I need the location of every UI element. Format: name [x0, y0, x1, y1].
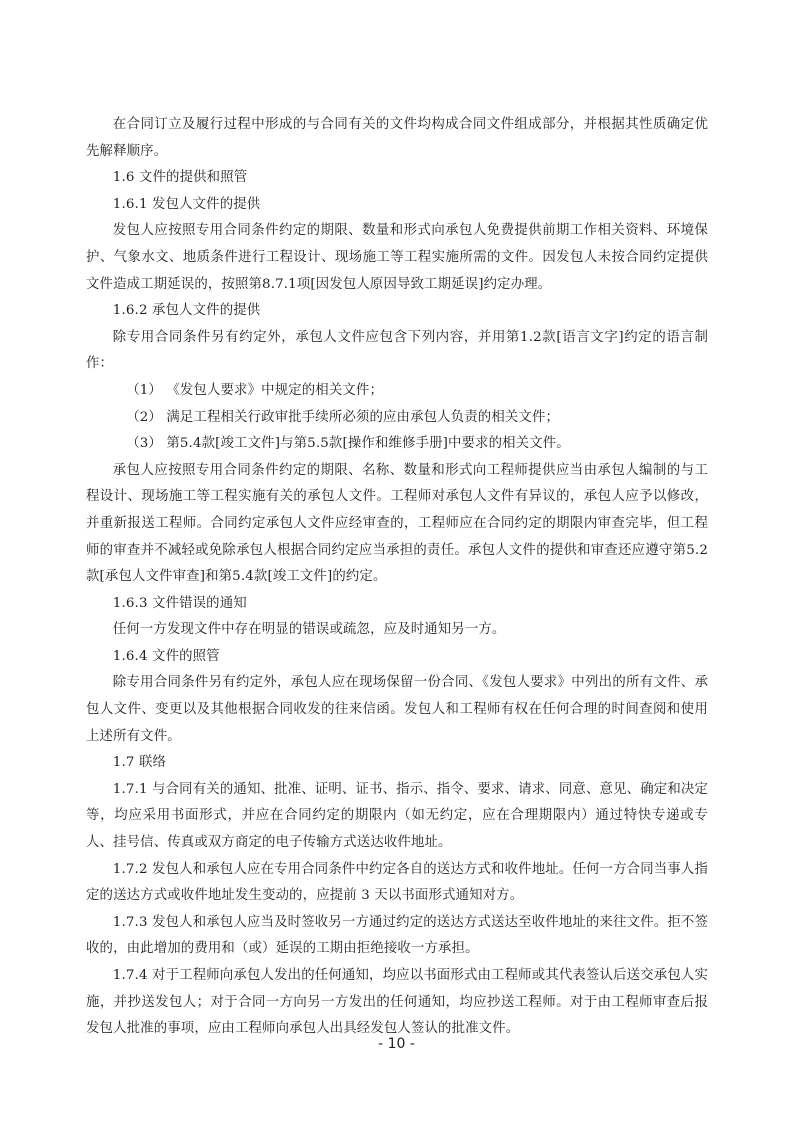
- section-heading: 1.6 文件的提供和照管: [112, 170, 248, 186]
- paragraph: 承包人应按照专用合同条件约定的期限、名称、数量和形式向工程师提供应当由承包人编制的与工程设计、现场施工等工程实施有关的承包人文件。工程师对承包人文件有异议的，承包人应予以修改，并重新报送工程师。合同约定承包人文件应经审查的，工程师应在合同约定的期限内审查完毕，但工程师的审查并不减轻或免除承包人根据合同约定应当承担的责任。承包人文件的提供和审查还应遵守第5.2款[承包人文件审查]和第5.4款[竣工文件]的约定。: [86, 462, 708, 585]
- page-number: - 10 -: [378, 1036, 415, 1052]
- paragraph: 1.7.4 对于工程师向承包人发出的任何通知，均应以书面形式由工程师或其代表签认后送交承包人实施，并抄送发包人；对于合同一方向另一方发出的任何通知，均应抄送工程师。对于由工程师审查后报发包人批准的事项，应由工程师向承包人出具经发包人签认的批准文件。: [86, 968, 708, 1037]
- section-heading: 1.6.2 承包人文件的提供: [112, 303, 261, 319]
- list-item: （2） 满足工程相关行政审批手续所必须的应由承包人负责的相关文件；: [126, 409, 560, 425]
- document-body: [86, 112, 708, 1043]
- list-item: （3） 第5.4款[竣工文件]与第5.5款[操作和维修手册]中要求的相关文件。: [126, 436, 570, 452]
- section-heading: 1.7 联络: [112, 755, 167, 771]
- paragraph: 1.7.1 与合同有关的通知、批准、证明、证书、指示、指令、要求、请求、同意、意见、确定和决定等，均应采用书面形式，并应在合同约定的期限内（如无约定，应在合理期限内）通过特快专递或专人、挂号信、传真或双方商定的电子传输方式送达收件地址。: [86, 781, 708, 851]
- list-item: （1） 《发包人要求》中规定的相关文件；: [126, 382, 383, 398]
- section-heading: 1.6.4 文件的照管: [112, 648, 220, 664]
- paragraph: 除专用合同条件另有约定外，承包人文件应包含下列内容，并用第1.2款[语言文字]约定的语言制作：: [86, 329, 708, 372]
- paragraph: 除专用合同条件另有约定外，承包人应在现场保留一份合同、《发包人要求》中列出的所有文件、承包人文件、变更以及其他根据合同收发的往来信函。发包人和工程师有权在任何合理的时间查阅和使用上述所有文件。: [86, 675, 708, 744]
- section-heading: 1.6.3 文件错误的通知: [112, 595, 247, 611]
- paragraph: 1.7.2 发包人和承包人应在专用合同条件中约定各自的送达方式和收件地址。任何一方合同当事人指定的送达方式或收件地址发生变动的，应提前 3 天以书面形式通知对方。: [86, 861, 708, 904]
- paragraph: 发包人应按照专用合同条件约定的期限、数量和形式向承包人免费提供前期工作相关资料、环境保护、气象水文、地质条件进行工程设计、现场施工等工程实施所需的文件。因发包人未按合同约定提供文件造成工期延误的，按照第8.7.1项[因发包人原因导致工期延误]约定办理。: [86, 223, 708, 292]
- section-heading: 1.6.1 发包人文件的提供: [112, 196, 261, 212]
- paragraph: 1.7.3 发包人和承包人应当及时签收另一方通过约定的送达方式送达至收件地址的来往文件。拒不签收的，由此增加的费用和（或）延误的工期由拒绝接收一方承担。: [86, 914, 708, 957]
- paragraph: 任何一方发现文件中存在明显的错误或疏忽，应及时通知另一方。: [112, 622, 506, 638]
- paragraph: 在合同订立及履行过程中形成的与合同有关的文件均构成合同文件组成部分，并根据其性质确定优先解释顺序。: [86, 117, 708, 159]
